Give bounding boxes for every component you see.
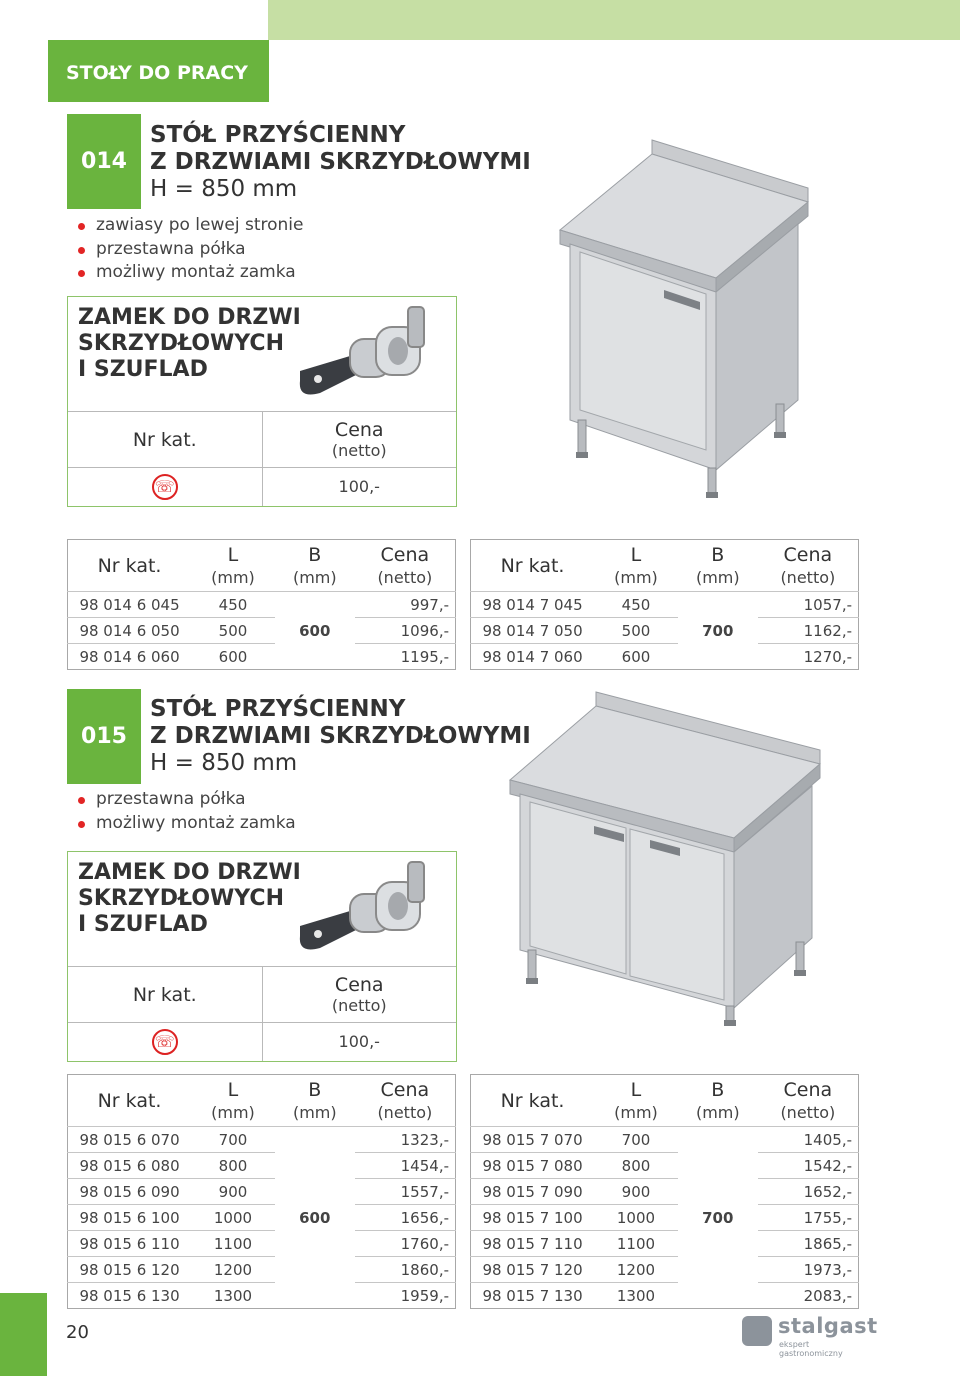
product-title-line: STÓŁ PRZYŚCIENNY (150, 696, 406, 722)
cell-nr: 98 015 6 090 (68, 1179, 192, 1205)
logo-tagline: ekspert gastronomiczny (779, 1340, 843, 1358)
cell-nr: 98 015 6 080 (68, 1153, 192, 1179)
col-nr: Nr kat. (500, 1089, 565, 1112)
cell-nr: 98 014 6 050 (68, 618, 192, 644)
col-cena-unit: (netto) (377, 1102, 433, 1122)
table-row (68, 1231, 456, 1257)
table-row (471, 1257, 859, 1283)
col-b-unit: (mm) (292, 1102, 337, 1122)
cell-cena: 1755,- (758, 1205, 859, 1231)
col-b-label: B (711, 543, 725, 566)
col-cena-label: Cena (783, 1078, 833, 1101)
cell-nr: 98 015 7 130 (471, 1283, 595, 1309)
cell-l: 1300 (594, 1283, 678, 1309)
cell-nr: 98 015 6 100 (68, 1205, 192, 1231)
col-b-label: B (308, 543, 322, 566)
col-l (191, 1075, 275, 1127)
product-title-line: STÓŁ PRZYŚCIENNY (150, 122, 406, 148)
cell-cena: 2083,- (758, 1283, 859, 1309)
lock-price: 100,- (262, 1023, 456, 1061)
section-tab: STOŁY DO PRACY (48, 40, 269, 102)
cell-l: 450 (191, 592, 275, 618)
cell-cena: 1195,- (355, 644, 456, 670)
cell-cena: 1973,- (758, 1257, 859, 1283)
cell-b: 600 (275, 592, 355, 670)
cell-cena: 1323,- (355, 1127, 456, 1153)
price-table (470, 1074, 859, 1309)
lock-title (78, 860, 301, 938)
phone-icon: ☏ (152, 474, 178, 500)
cell-l: 1100 (594, 1231, 678, 1257)
cell-nr: 98 014 7 050 (471, 618, 595, 644)
col-cena-label: Cena (380, 1078, 430, 1101)
col-cena (355, 1075, 456, 1127)
lock-col-cena-label: Cena (334, 974, 384, 996)
col-b-label: B (711, 1078, 725, 1101)
product-title (150, 122, 531, 203)
col-b-unit: (mm) (695, 1102, 740, 1122)
feature-item: zawiasy po lewej stronie (76, 214, 303, 238)
lock-title-line: SKRZYDŁOWYCH (78, 331, 284, 356)
cell-l: 450 (594, 592, 678, 618)
lock-col-cena-unit: (netto) (331, 441, 387, 460)
col-nr: Nr kat. (500, 554, 565, 577)
col-nr: Nr kat. (97, 554, 162, 577)
lock-col-nr: Nr kat. (68, 967, 262, 1023)
product-title (150, 696, 531, 777)
col-cena-unit: (netto) (780, 1102, 836, 1122)
cell-cena: 1652,- (758, 1179, 859, 1205)
lock-col-cena-unit: (netto) (331, 996, 387, 1015)
cell-nr: 98 015 6 130 (68, 1283, 192, 1309)
col-l-unit: (mm) (614, 1102, 658, 1122)
col-l-unit: (mm) (614, 567, 658, 587)
col-b-unit: (mm) (292, 567, 337, 587)
cell-nr: 98 014 7 060 (471, 644, 595, 670)
cell-l: 1200 (191, 1257, 275, 1283)
table-row (471, 644, 859, 670)
cell-l: 700 (594, 1127, 678, 1153)
feature-item: przestawna półka (76, 788, 296, 812)
cell-nr: 98 015 7 100 (471, 1205, 595, 1231)
lock-image (290, 856, 450, 964)
table-row (68, 1179, 456, 1205)
logo-name: stalgast (778, 1314, 878, 1338)
cell-cena: 1860,- (355, 1257, 456, 1283)
col-cena (758, 540, 859, 592)
col-b-label: B (308, 1078, 322, 1101)
col-cena-unit: (netto) (780, 567, 836, 587)
cell-b: 700 (678, 1127, 758, 1309)
cell-l: 500 (594, 618, 678, 644)
col-cena-label: Cena (380, 543, 430, 566)
cell-cena: 1162,- (758, 618, 859, 644)
col-b (678, 540, 758, 592)
table-row (471, 1153, 859, 1179)
cell-cena: 1270,- (758, 644, 859, 670)
col-l (594, 1075, 678, 1127)
table-row (471, 1179, 859, 1205)
table-row (68, 1153, 456, 1179)
lock-title (78, 305, 301, 383)
table-row (471, 1127, 859, 1153)
price-table (67, 539, 456, 670)
price-table (67, 1074, 456, 1309)
feature-item: możliwy montaż zamka (76, 812, 296, 836)
cell-l: 1300 (191, 1283, 275, 1309)
product-title-line: Z DRZWIAMI SKRZYDŁOWYMI (150, 723, 531, 749)
feature-item: przestawna półka (76, 238, 303, 262)
cell-l: 700 (191, 1127, 275, 1153)
cell-l: 800 (594, 1153, 678, 1179)
product-title-line: Z DRZWIAMI SKRZYDŁOWYMI (150, 149, 531, 175)
cabinet-double-door-image (500, 688, 840, 1028)
footer-stripe (0, 1293, 47, 1376)
cabinet-single-door-image (540, 130, 830, 500)
cell-nr: 98 015 7 120 (471, 1257, 595, 1283)
lock-price: 100,- (262, 468, 456, 506)
table-row (68, 618, 456, 644)
col-b-unit: (mm) (695, 567, 740, 587)
cell-cena: 1959,- (355, 1283, 456, 1309)
lock-image (290, 301, 450, 409)
cell-nr: 98 015 7 080 (471, 1153, 595, 1179)
col-b (275, 540, 355, 592)
lock-title-line: I SZUFLAD (78, 357, 208, 382)
table-row (471, 1283, 859, 1309)
cell-cena: 1760,- (355, 1231, 456, 1257)
product-number: 015 (67, 689, 141, 784)
lock-col-cena (262, 967, 456, 1023)
cell-cena: 1405,- (758, 1127, 859, 1153)
table-row (68, 1127, 456, 1153)
top-bar-dark (0, 0, 268, 40)
lock-title-line: ZAMEK DO DRZWI (78, 860, 301, 885)
col-l-label: L (630, 1078, 642, 1101)
cell-nr: 98 014 6 045 (68, 592, 192, 618)
cell-nr: 98 014 7 045 (471, 592, 595, 618)
table-row (68, 644, 456, 670)
table-row (68, 592, 456, 618)
cell-nr: 98 015 7 110 (471, 1231, 595, 1257)
col-l-unit: (mm) (211, 1102, 255, 1122)
cell-nr: 98 014 6 060 (68, 644, 192, 670)
lock-title-line: SKRZYDŁOWYCH (78, 886, 284, 911)
col-l-label: L (630, 543, 642, 566)
cell-l: 600 (191, 644, 275, 670)
logo-mark-icon (742, 1316, 772, 1346)
col-l (594, 540, 678, 592)
cell-nr: 98 015 6 110 (68, 1231, 192, 1257)
col-b (275, 1075, 355, 1127)
lock-title-line: I SZUFLAD (78, 912, 208, 937)
cell-nr: 98 015 6 120 (68, 1257, 192, 1283)
cell-cena: 1656,- (355, 1205, 456, 1231)
top-bar-light (268, 0, 960, 40)
lock-col-cena (262, 412, 456, 468)
lock-box (67, 296, 457, 507)
col-cena (355, 540, 456, 592)
cell-nr: 98 015 7 090 (471, 1179, 595, 1205)
product-height: H = 850 mm (150, 176, 298, 202)
col-nr: Nr kat. (97, 1089, 162, 1112)
cell-cena: 1057,- (758, 592, 859, 618)
cell-b: 700 (678, 592, 758, 670)
cell-l: 600 (594, 644, 678, 670)
cell-l: 1200 (594, 1257, 678, 1283)
cell-l: 1100 (191, 1231, 275, 1257)
col-l (191, 540, 275, 592)
cell-cena: 1096,- (355, 618, 456, 644)
phone-icon: ☏ (152, 1029, 178, 1055)
table-row (471, 618, 859, 644)
cell-cena: 1865,- (758, 1231, 859, 1257)
cell-l: 500 (191, 618, 275, 644)
cell-cena: 1454,- (355, 1153, 456, 1179)
table-row (471, 1205, 859, 1231)
cell-cena: 997,- (355, 592, 456, 618)
table-row (68, 1205, 456, 1231)
lock-title-line: ZAMEK DO DRZWI (78, 305, 301, 330)
feature-item: możliwy montaż zamka (76, 261, 303, 285)
cell-b: 600 (275, 1127, 355, 1309)
col-l-label: L (227, 543, 239, 566)
cell-cena: 1542,- (758, 1153, 859, 1179)
table-row (68, 1283, 456, 1309)
cell-l: 1000 (594, 1205, 678, 1231)
col-cena-unit: (netto) (377, 567, 433, 587)
lock-col-nr: Nr kat. (68, 412, 262, 468)
cell-l: 800 (191, 1153, 275, 1179)
cell-l: 900 (594, 1179, 678, 1205)
cell-l: 1000 (191, 1205, 275, 1231)
stalgast-logo (742, 1314, 878, 1358)
table-row (68, 1257, 456, 1283)
price-table (470, 539, 859, 670)
lock-col-cena-label: Cena (334, 419, 384, 441)
col-cena-label: Cena (783, 543, 833, 566)
page-number: 20 (66, 1322, 89, 1343)
table-row (471, 1231, 859, 1257)
cell-l: 900 (191, 1179, 275, 1205)
product-height: H = 850 mm (150, 750, 298, 776)
feature-list (76, 788, 296, 835)
cell-nr: 98 015 7 070 (471, 1127, 595, 1153)
cell-cena: 1557,- (355, 1179, 456, 1205)
col-b (678, 1075, 758, 1127)
col-l-label: L (227, 1078, 239, 1101)
table-row (471, 592, 859, 618)
product-number: 014 (67, 114, 141, 209)
col-l-unit: (mm) (211, 567, 255, 587)
feature-list (76, 214, 303, 285)
cell-nr: 98 015 6 070 (68, 1127, 192, 1153)
lock-box (67, 851, 457, 1062)
col-cena (758, 1075, 859, 1127)
